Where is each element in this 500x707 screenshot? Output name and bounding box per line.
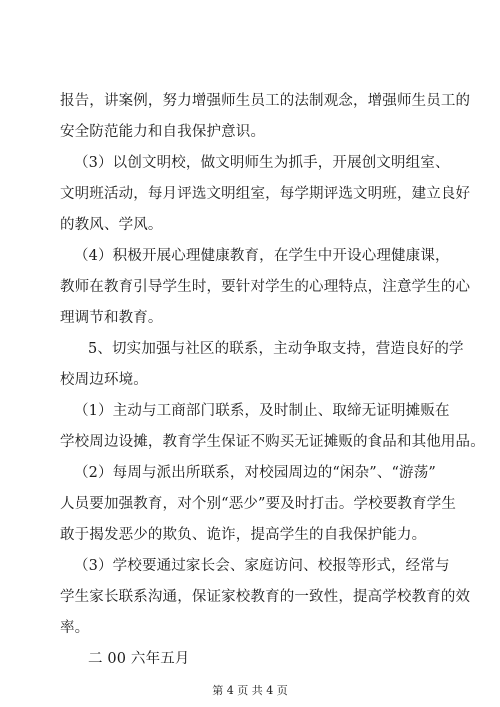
text-line: （1）主动与工商部门联系，及时制止、取缔无证明摊贩在 [74, 403, 450, 419]
text-line: 安全防范能力和自我保护意识。 [60, 124, 266, 140]
text-line: 的教风、学风。 [60, 217, 163, 233]
text-line: 学校周边设摊，教育学生保证不购买无证摊贩的食品和其他用品。 [60, 434, 485, 450]
text-line: 5、切实加强与社区的联系，主动争取支持，营造良好的学 [88, 341, 464, 357]
text-line: 理调节和教育。 [60, 310, 163, 326]
text-line: 人员要加强教育，对个别“恶少”要及时打击。学校要教育学生 [60, 496, 457, 512]
date-line: 二 00 六年五月 [88, 651, 190, 667]
text-line: （4）积极开展心理健康教育，在学生中开设心理健康课， [74, 248, 450, 264]
text-line: 校周边环境。 [60, 372, 148, 388]
text-line: 文明班活动，每月评选文明组室，每学期评选文明班，建立良好 [60, 186, 471, 202]
text-line: （3）学校要通过家长会、家庭访问、校报等形式，经常与 [74, 558, 450, 574]
text-line: 报告，讲案例，努力增强师生员工的法制观念，增强师生员工的 [60, 93, 471, 109]
text-line: （3）以创文明校，做文明师生为抓手，开展创文明组室、 [74, 155, 450, 171]
text-line: （2）每周与派出所联系，对校园周边的“闲杂”、“游荡” [74, 465, 436, 481]
text-line: 率。 [60, 620, 90, 636]
text-line: 教师在教育引导学生时，要针对学生的心理特点，注意学生的心 [60, 279, 471, 295]
page-footer: 第 4 页 共 4 页 [212, 684, 288, 697]
text-line: 学生家长联系沟通，保证家校教育的一致性，提高学校教育的效 [60, 589, 471, 605]
text-line: 敢于揭发恶少的欺负、诡诈，提高学生的自我保护能力。 [60, 527, 427, 543]
